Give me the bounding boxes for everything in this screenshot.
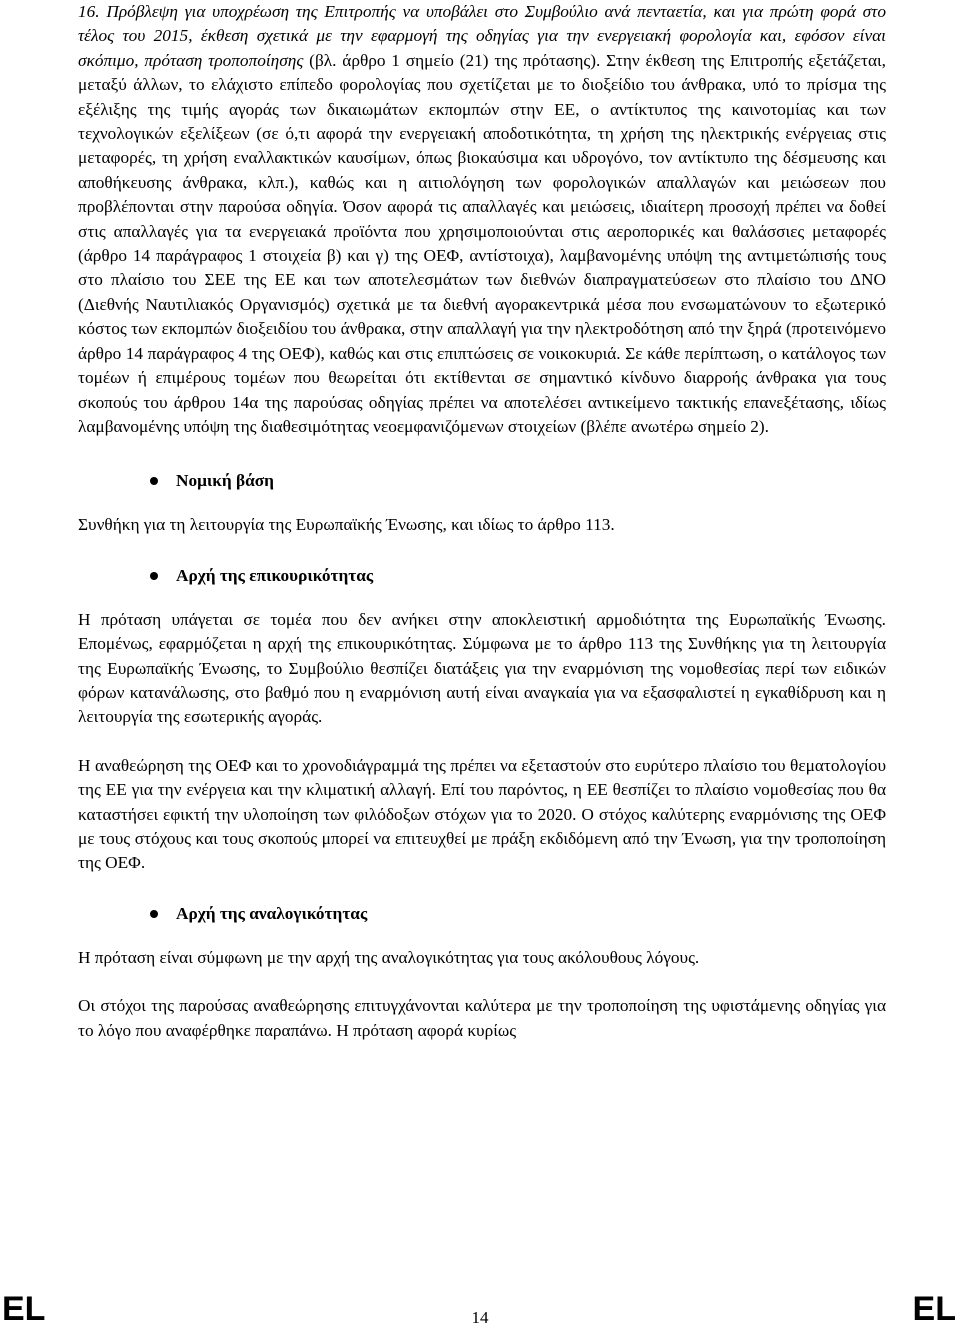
heading-proportionality xyxy=(78,902,886,926)
heading-subsidiarity xyxy=(78,564,886,588)
subsidiarity-paragraph-2: Η αναθεώρηση της ΟΕΦ και το χρονοδιάγραμμά της πρέπει να εξεταστούν στο ευρύτερο πλαίσιο του θεματολογίου της ΕΕ για την ενέργεια και την κλιματική αλλαγή. Επί του παρόντος, η ΕΕ θεσπίζει το πλαίσιο νομοθεσίας που θα καταστήσει εφικτή την υλοποίηση των φιλόδοξων στόχων για το 2020. Ο στόχος καλύτερης εναρμόνισης της ΟΕΦ με τους στόχους και τους σκοπούς μπορεί να επιτευχθεί με πράξη εκδιδόμενη από την Ένωση, για την τροποποίηση της ΟΕΦ. xyxy=(78,755,886,873)
legal-basis-text: Συνθήκη για τη λειτουργία της Ευρωπαϊκής Ένωσης, και ιδίως το άρθρο 113. xyxy=(78,515,615,535)
heading-legal-basis xyxy=(78,469,886,493)
footer-language-code-right: EL xyxy=(912,1290,956,1328)
paragraph-16 xyxy=(78,0,886,439)
paragraph-16-body: (βλ. άρθρο 1 σημείο (21) της πρότασης). Στην έκθεση της Επιτροπής εξετάζεται, μεταξύ άλλων, το ελάχιστο επίπεδο φορολογίας που σχετίζεται με το διοξείδιο του άνθρακα, υπό το πρίσμα της εξέλιξης της τιμής αγοράς των δικαιωμάτων εκπομπών στην ΕΕ, ο αντίκτυπος της καινοτομίας και των τεχνολογικών εξελίξεων (σε ό,τι αφορά την ενεργειακή αποδοτικότητα, τη χρήση της ηλεκτρικής ενέργειας στις μεταφορές, τη χρήση εναλλακτικών καυσίμων, όπως βιοκαύσιμα και υδρογόνο, τον αντίκτυπο της δέσμευσης και αποθήκευσης άνθρακα, κλπ.), καθώς και η αιτιολόγηση των φορολογικών απαλλαγών και μειώσεων που προβλέπονται στην παρούσα οδηγία. Όσον αφορά τις απαλλαγές και μειώσεις, ιδιαίτερη προσοχή πρέπει να δοθεί στις απαλλαγές για τα ενεργειακά προϊόντα που χρησιμοποιούνται στις αεροπορικές και θαλάσσιες μεταφορές (άρθρο 14 παράγραφος 1 στοιχεία β) και γ) της ΟΕΦ, αντίστοιχα), λαμβανομένης υπόψη της αντιμετώπισής τους στο πλαίσιο του ΣΕΕ της ΕΕ και των αποτελεσμάτων των διεθνών διαπραγματεύσεων στο πλαίσιο του ΔΝΟ (Διεθνής Ναυτιλιακός Οργανισμός) σχετικά με τα διεθνή αγορακεντρικά μέσα που ενσωματώνουν το εξωτερικό κόστος των εκπομπών διοξειδίου του άνθρακα, στην απαλλαγή για την ηλεκτροδότηση από την ξηρά (προτεινόμενο άρθρο 14 παράγραφος 4 της ΟΕΦ), καθώς και στις επιπτώσεις σε νοικοκυριά. Σε κάθε περίπτωση, ο κατάλογος των τομέων ή επιμέρους τομέων που θεωρείται ότι εκτίθενται σε σημαντικό κίνδυνο διαρροής άνθρακα για τους σκοπούς του άρθρου 14α της παρούσας οδηγίας πρέπει να αποτελέσει αντικείμενο τακτικής επανεξέτασης, ιδίως λαμβανομένης υπόψη της διαθεσιμότητας νεοεμφανιζόμενων στοιχείων (βλέπε ανωτέρω σημείο 2). xyxy=(78,50,886,436)
document-page xyxy=(78,0,886,1043)
bullet-icon xyxy=(150,572,158,580)
heading-legal-basis-text: Νομική βάση xyxy=(176,471,274,491)
page-number: 14 xyxy=(471,1308,489,1327)
proportionality-paragraph-1: Η πρόταση είναι σύμφωνη με την αρχή της αναλογικότητας για τους ακόλουθους λόγους. xyxy=(78,947,700,967)
proportionality-paragraph-2: Οι στόχοι της παρούσας αναθεώρησης επιτυγχάνονται καλύτερα με την τροποποίηση της υφιστάμενης οδηγίας για το λόγο που αναφέρθηκε παραπάνω. Η πρόταση αφορά κυρίως xyxy=(78,996,886,1040)
bullet-icon xyxy=(150,477,158,485)
subsidiarity-paragraph-1: Η πρόταση υπάγεται σε τομέα που δεν ανήκει στην αποκλειστική αρμοδιότητα της Ευρωπαϊκής Ένωσης. Επομένως, εφαρμόζεται η αρχή της επικουρικότητας. Σύμφωνα με το άρθρο 113 της Συνθήκης για τη λειτουργία της Ευρωπαϊκής Ένωσης, το Συμβούλιο θεσπίζει διατάξεις για την εναρμόνιση της νομοθεσίας περί των ειδικών φόρων κατανάλωσης, στο βαθμό που η εναρμόνιση αυτή είναι αναγκαία για να εξασφαλιστεί η εγκαθίδρυση και η λειτουργία της εσωτερικής αγοράς. xyxy=(78,609,886,727)
paragraph-16-italic-lead: 16. Πρόβλεψη για υποχρέωση της Επιτροπής να υποβάλει στο Συμβούλιο ανά πενταετία, και για πρώτη φορά στο τέλος του 2015, έκθεση σχετικά με την εφαρμογή της οδηγίας για την ενεργειακή φορολογία και, εφόσον είναι σκόπιμο, πρόταση τροποποίησης xyxy=(78,2,886,70)
heading-proportionality-text: Αρχή της αναλογικότητας xyxy=(176,903,368,923)
heading-subsidiarity-text: Αρχή της επικουρικότητας xyxy=(176,565,374,585)
footer-language-code-left: EL xyxy=(2,1290,46,1328)
bullet-icon xyxy=(150,910,158,918)
